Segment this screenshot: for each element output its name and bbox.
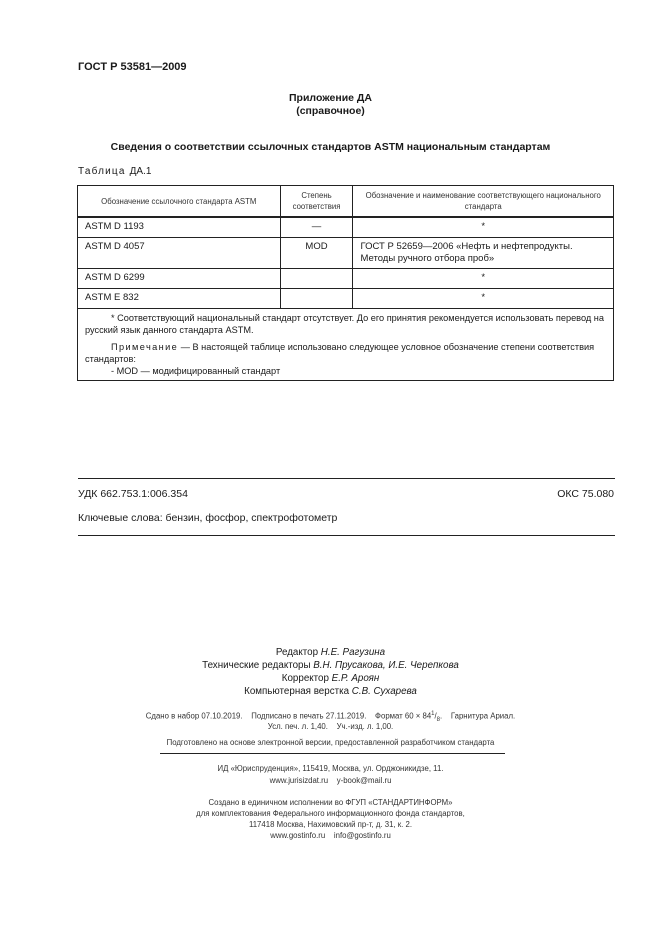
udk-code: УДК 662.753.1:006.354 [78, 488, 188, 500]
imprint-divider [160, 753, 505, 754]
imprint-line-8: 117418 Москва, Нахимовский пр-т, д. 31, к. 2. [248, 820, 413, 829]
appendix-subtitle: (справочное) [296, 105, 365, 117]
cell-degree [280, 289, 353, 309]
cell-degree [280, 269, 353, 289]
section-title: Сведения о соответствии ссылочных стандартов ASTM национальным стандартам [110, 141, 551, 153]
imprint-line-6: Создано в единичном исполнении во ФГУП «СТАНДАРТИНФОРМ» [208, 798, 453, 807]
imprint-line-2: Усл. печ. л. 1,40. Уч.-изд. л. 1,00. [267, 722, 394, 731]
credit-role: Редактор [275, 647, 319, 658]
credit-line [0, 672, 661, 685]
header-degree: Степень соответствия [280, 186, 353, 218]
table-caption-number: ДА.1 [129, 166, 152, 177]
table-row [78, 238, 614, 269]
credit-name: В.Н. Прусакова, И.Е. Черепкова [313, 660, 459, 671]
correspondence-table [77, 185, 614, 381]
document-standard-number: ГОСТ Р 53581—2009 [78, 61, 187, 73]
credit-line [0, 659, 661, 672]
cell-degree: — [280, 217, 353, 238]
header-national-standard: Обозначение и наименование соответствующего национального стандарта [353, 186, 614, 218]
cell-national: * [353, 217, 614, 238]
cell-national: * [353, 289, 614, 309]
divider-top [78, 478, 615, 479]
imprint-line-1: Сдано в набор 07.10.2019. Подписано в печать 27.11.2019. Формат $60 \times 84^1/_8$. Гарнитура Ариал. [145, 711, 516, 724]
cell-degree: MOD [280, 238, 353, 269]
imprint-line-4: ИД «Юриспруденция», 115419, Москва, ул. Орджоникидзе, 11. [217, 764, 444, 773]
credit-line [0, 646, 661, 659]
credit-name: Н.Е. Рагузина [320, 647, 386, 658]
format-frac-den: 8 [436, 717, 441, 724]
imprint-line-7: для комплектования Федерального информационного фонда стандартов, [196, 809, 465, 818]
credit-line [0, 685, 661, 698]
table-caption-word: Таблица [78, 166, 126, 177]
note-text: — В настоящей таблице использовано следующее условное обозначение степени соответствия стандартов: [85, 342, 595, 364]
header-ref-standard: Обозначение ссылочного стандарта ASTM [78, 186, 281, 218]
credit-role: Корректор [281, 673, 329, 684]
imprint-line-5: www.jurisizdat.ru y-book@mail.ru [269, 776, 392, 785]
cell-national: * [353, 269, 614, 289]
table-note-row [78, 309, 614, 381]
cell-ref: ASTM D 6299 [78, 269, 281, 289]
credit-role: Компьютерная верстка [244, 686, 350, 697]
note-item: - MOD — модифицированный стандарт [111, 366, 281, 376]
oks-code: ОКС 75.080 [557, 488, 614, 500]
credit-name: С.В. Сухарева [351, 686, 417, 697]
table-row [78, 217, 614, 238]
table-header-row [78, 186, 614, 218]
appendix-title: Приложение ДА [289, 92, 372, 104]
table-note-cell [78, 309, 614, 381]
table-caption [78, 166, 151, 177]
table-row [78, 269, 614, 289]
imprint-line-9: www.gostinfo.ru info@gostinfo.ru [270, 831, 391, 840]
imprint-1b: . Гарнитура Ариал. [440, 711, 516, 721]
keywords: Ключевые слова: бензин, фосфор, спектрофотометр [78, 512, 338, 524]
table-note [85, 341, 606, 365]
credit-role: Технические редакторы [202, 660, 311, 671]
table-row [78, 289, 614, 309]
cell-national: ГОСТ Р 52659—2006 «Нефть и нефтепродукты. Методы ручного отбора проб» [353, 238, 614, 269]
cell-ref: ASTM D 4057 [78, 238, 281, 269]
divider-bottom [78, 535, 615, 536]
note-label: Примечание [111, 342, 179, 352]
table-footnote: * Соответствующий национальный стандарт отсутствует. До его принятия рекомендуется использовать перевод на русский язык данного стандарта ASTM. [85, 313, 604, 335]
imprint-line-3: Подготовлено на основе электронной версии, предоставленной разработчиком стандарта [166, 738, 495, 747]
cell-ref: ASTM D 1193 [78, 217, 281, 238]
credit-name: Е.Р. Ароян [331, 673, 380, 684]
cell-ref: ASTM E 832 [78, 289, 281, 309]
imprint-1a: Сдано в набор 07.10.2019. Подписано в печать 27.11.2019. Формат 60 × 84 [145, 711, 432, 721]
format-frac-num: 1 [431, 711, 435, 717]
